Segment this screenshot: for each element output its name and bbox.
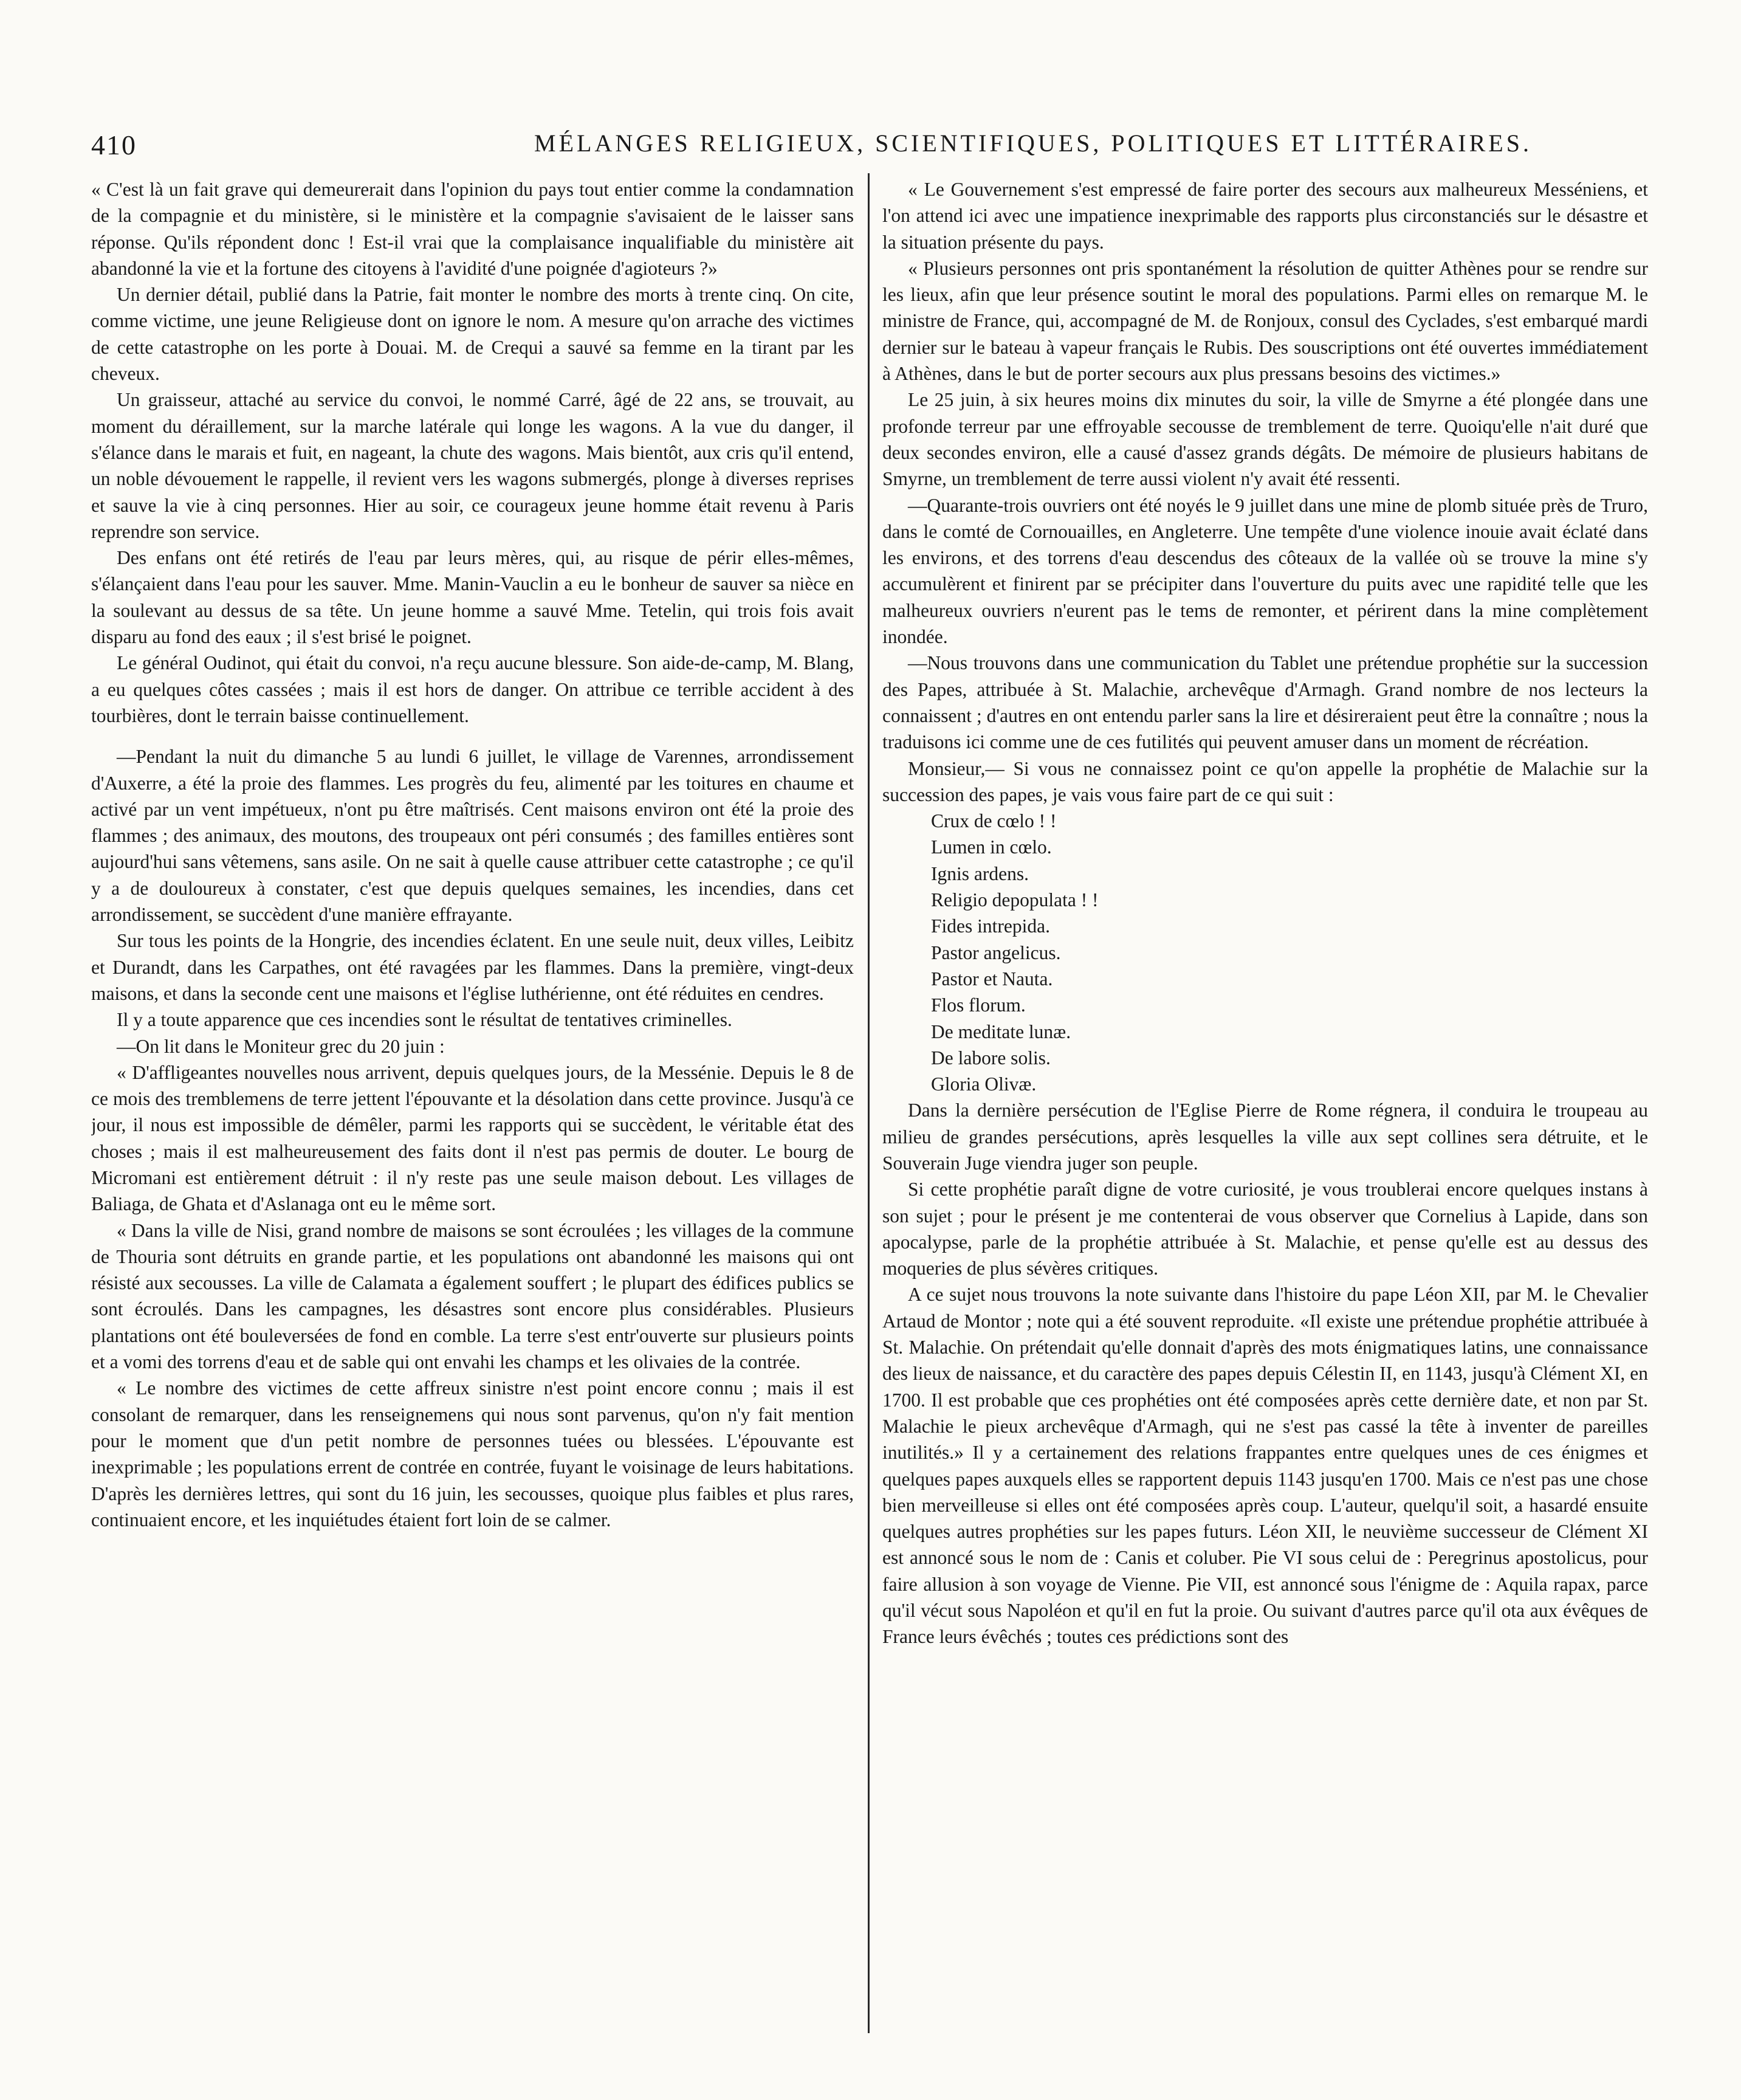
- paragraph: —Quarante-trois ouvriers ont été noyés le 9 juillet dans une mine de plomb située près de Truro, dans le comté de Cornouailles, en Angleterre. Une tempête d'une violence inouie avait éclaté dans les environs, et des torrens d'eau descendus des côteaux de la vallée où se trouve la mine s'y accumulèrent et finirent par se précipiter dans l'ouverture du puits avec une rapidité telle que les malheureux ouvriers n'eurent pas le tems de remonter, et périrent dans la mine complètement inondée.: [882, 494, 1648, 648]
- prophecy-list: [931, 808, 1648, 1097]
- column-divider: [868, 173, 870, 2033]
- paragraph: « Dans la ville de Nisi, grand nombre de maisons se sont écroulées ; les villages de la commune de Thouria sont détruits en grande partie, et les populations ont abandonné les maisons qui ont résisté aux secousses. La ville de Calamata a également souffert ; le plupart des édifices publics se sont écroulés. Dans les campagnes, les désastres sont encore plus considérables. Plusieurs plantations ont été bouleversées de fond en comble. La terre s'est entr'ouverte sur plusieurs points et a vomi des torrens d'eau et de sable qui ont envahi les champs et les olivaies de la contrée.: [91, 1219, 854, 1373]
- prophecy-line: Gloria Olivæ.: [931, 1073, 1037, 1095]
- paragraph: « Plusieurs personnes ont pris spontanément la résolution de quitter Athènes pour se rendre sur les lieux, afin que leur présence soutint le moral des populations. Parmi elles on remarque M. le ministre de France, qui, accompagné de M. de Ronjoux, consul des Cyclades, s'est embarqué mardi dernier sur le bateau à vapeur français le Rubis. Des souscriptions ont été ouvertes immédiatement à Athènes, dans le but de porter secours aux plus pressans besoins des victimes.»: [882, 257, 1648, 385]
- paragraph: Le général Oudinot, qui était du convoi, n'a reçu aucune blessure. Son aide-de-camp, M. Blang, a eu quelques côtes cassées ; mais il est hors de danger. On attribue ce terrible accident à des tourbières, dont le terrain baisse continuellement.: [91, 652, 854, 726]
- page-header: [91, 129, 1671, 171]
- paragraph: Un dernier détail, publié dans la Patrie, fait monter le nombre des morts à trente cinq. On cite, comme victime, une jeune Religieuse dont on ignore le nom. A mesure qu'on arrache des victimes de cette catastrophe on les porte à Douai. M. de Crequi a sauvé sa femme en la tirant par les cheveux.: [91, 284, 854, 385]
- paragraph: « D'affligeantes nouvelles nous arrivent, depuis quelques jours, de la Messénie. Depuis le 8 de ce mois des tremblemens de terre jettent l'épouvante et la désolation dans cette province. Jusqu'à ce jour, il nous est impossible de démêler, parmi les rapports qui se succèdent, le véritable état des choses ; mais il est malheureusement des faits dont il n'est pas permis de douter. Le bourg de Micromani est entièrement détruit : il n'y reste pas une seule maison debout. Les villages de Baliaga, de Ghata et d'Aslanaga ont eu le même sort.: [91, 1061, 854, 1215]
- prophecy-line: Religio depopulata ! !: [931, 889, 1099, 911]
- paragraph: Sur tous les points de la Hongrie, des incendies éclatent. En une seule nuit, deux villes, Leibitz et Durandt, dans les Carpathes, ont été ravagées par les flammes. Dans la première, vingt-deux maisons, et dans la seconde cent une maisons et l'église luthérienne, ont été réduites en cendres.: [91, 930, 854, 1004]
- page-number: 410: [91, 129, 137, 160]
- paragraph: A ce sujet nous trouvons la note suivante dans l'histoire du pape Léon XII, par M. le Chevalier Artaud de Montor ; note qui a été souvent reproduite. «Il existe une prétendue prophétie attribuée à St. Malachie. On prétendait qu'elle donnait d'après des mots énigmatiques latins, une connaissance des lieux de naissance, et du caractère des papes depuis Célestin II, en 1143, jusqu'à Clément XI, en 1700. Il est probable que ces prophéties ont été composées après cette dernière date, et non par St. Malachie le pieux archevêque d'Armagh, qui ne s'est pas cassé la tête à inventer de pareilles inutilités.» Il y a certainement des relations frappantes entre quelques unes de ces énigmes et quelques papes auxquels elles se rapportent depuis 1143 jusqu'en 1700. Mais ce n'est pas une chose bien merveilleuse si elles ont été composées après coup. L'auteur, quelqu'il soit, a hasardé ensuite quelques autres prophéties sur les papes futurs. Léon XII, le neuvième successeur de Clément XI est annoncé sous le nom de : Canis et coluber. Pie VI sous celui de : Peregrinus apostolicus, pour faire allusion à son voyage de Vienne. Pie VII, est annoncé sous l'énigme de : Aquila rapax, parce qu'il vécut sous Napoléon et qu'il en fut la proie. Ou suivant d'autres parce qu'il ota aux évêques de France leurs évêchés ; toutes ces prédictions sont des: [882, 1284, 1648, 1648]
- paragraph: Des enfans ont été retirés de l'eau par leurs mères, qui, au risque de périr elles-mêmes, s'élançaient dans l'eau pour les sauver. Mme. Manin-Vauclin a eu le bonheur de sauver sa nièce en la soulevant au dessus de sa tête. Un jeune homme a sauvé Mme. Tetelin, qui trois fois avait disparu au fond des eaux ; il s'est brisé le poignet.: [91, 547, 854, 648]
- paragraph: « Le nombre des victimes de cette affreux sinistre n'est point encore connu ; mais il est consolant de remarquer, dans les renseignemens qui nous sont parvenus, qu'on n'y fait mention pour le moment que d'un petit nombre de personnes tuées ou blessées. L'épouvante est inexprimable ; les populations errent de contrée en contrée, fuyant le voisinage de leurs habitations. D'après les dernières lettres, qui sont du 16 juin, les secousses, quoique plus faibles et plus rares, continuaient encore, et les inquiétudes étaient fort loin de se calmer.: [91, 1377, 854, 1530]
- paragraph: Un graisseur, attaché au service du convoi, le nommé Carré, âgé de 22 ans, se trouvait, au moment du déraillement, sur la marche latérale qui longe les wagons. A la vue du danger, il s'élance dans le marais et fuit, en nageant, la chute des wagons. Mais bientôt, aux cris qu'il entend, un noble dévouement le rappelle, il revient vers les wagons submergés, plonge à diverses reprises et sauve la vie à cinq personnes. Hier au soir, ce courageux jeune homme était revenu à Paris reprendre son service.: [91, 389, 854, 542]
- prophecy-line: Ignis ardens.: [931, 862, 1029, 884]
- right-column: [882, 176, 1648, 2036]
- prophecy-line: Pastor angelicus.: [931, 942, 1061, 963]
- prophecy-line: De meditate lunæ.: [931, 1021, 1071, 1042]
- paragraph: —Pendant la nuit du dimanche 5 au lundi 6 juillet, le village de Varennes, arrondissement d'Auxerre, a été la proie des flammes. Les progrès du feu, alimenté par les toitures en chaume et activé par un vent impétueux, n'ont pu être maîtrisés. Cent maisons environ ont été la proie des flammes ; des animaux, des moutons, des troupeaux ont péri consumés ; des familles entières sont aujourd'hui sans vêtemens, sans asile. On ne sait à quelle cause attribuer cette catastrophe ; ce qu'il y a de douloureux à constater, c'est que depuis quelques semaines, les incendies, dans cet arrondissement, se succèdent d'une manière effrayante.: [91, 746, 854, 926]
- prophecy-line: Crux de cœlo ! !: [931, 810, 1057, 832]
- paragraph: Monsieur,— Si vous ne connaissez point ce qu'on appelle la prophétie de Malachie sur la succession des papes, je vais vous faire part de ce qui suit :: [882, 757, 1648, 805]
- paragraph: —Nous trouvons dans une communication du Tablet une prétendue prophétie sur la succession des Papes, attribuée à St. Malachie, archevêque d'Armagh. Grand nombre de nos lecteurs la connaissent ; d'autres en ont entendu parler sans la lire et désireraient peut être la connaître ; nous la traduisons ici comme une de ces futilités qui peuvent amuser dans un moment de récréation.: [882, 652, 1648, 753]
- prophecy-line: De labore solis.: [931, 1047, 1051, 1069]
- paragraph: Si cette prophétie paraît digne de votre curiosité, je vous troublerai encore quelques instans à son sujet ; pour le présent je me contenterai de vous observer que Cornelius à Lapide, dans son apocalypse, parle de la prophétie attribuée à St. Malachie, et pense qu'elle est au dessus des moqueries de plus sévères critiques.: [882, 1179, 1648, 1279]
- prophecy-line: Fides intrepida.: [931, 915, 1050, 937]
- paragraph: « C'est là un fait grave qui demeurerait dans l'opinion du pays tout entier comme la condamnation de la compagnie et du ministère, si le ministère et la compagnie s'avisaient de le laisser sans réponse. Qu'ils répondent donc ! Est-il vrai que la complaisance inqualifiable du ministère ait abandonné la vie et la fortune des citoyens à l'avidité d'une poignée d'agioteurs ?»: [91, 179, 854, 279]
- paragraph: Il y a toute apparence que ces incendies sont le résultat de tentatives criminelles.: [117, 1009, 732, 1031]
- left-column: [91, 176, 854, 2036]
- prophecy-line: Lumen in cœlo.: [931, 836, 1052, 858]
- paragraph: Le 25 juin, à six heures moins dix minutes du soir, la ville de Smyrne a été plongée dans une profonde terreur par une effroyable secousse de tremblement de terre. Quoiqu'elle n'ait duré que deux secondes environ, elle a causé d'assez grands dégâts. De mémoire de plusieurs habitans de Smyrne, un tremblement de terre aussi violent n'y avait été ressenti.: [882, 389, 1648, 490]
- running-head: MÉLANGES RELIGIEUX, SCIENTIFIQUES, POLITIQUES ET LITTÉRAIRES.: [534, 129, 1532, 157]
- paragraph: Dans la dernière persécution de l'Eglise Pierre de Rome régnera, il conduira le troupeau au milieu de grandes persécutions, après lesquelles la ville aux sept collines sera détruite, et le Souverain Juge viendra juger son peuple.: [882, 1100, 1648, 1174]
- paragraph: —On lit dans le Moniteur grec du 20 juin :: [117, 1035, 445, 1057]
- paragraph: « Le Gouvernement s'est empressé de faire porter des secours aux malheureux Messéniens, et l'on attend ici avec une impatience inexprimable des rapports plus circonstanciés sur le désastre et la situation présente du pays.: [882, 179, 1648, 253]
- prophecy-line: Flos florum.: [931, 994, 1026, 1016]
- prophecy-line: Pastor et Nauta.: [931, 968, 1053, 990]
